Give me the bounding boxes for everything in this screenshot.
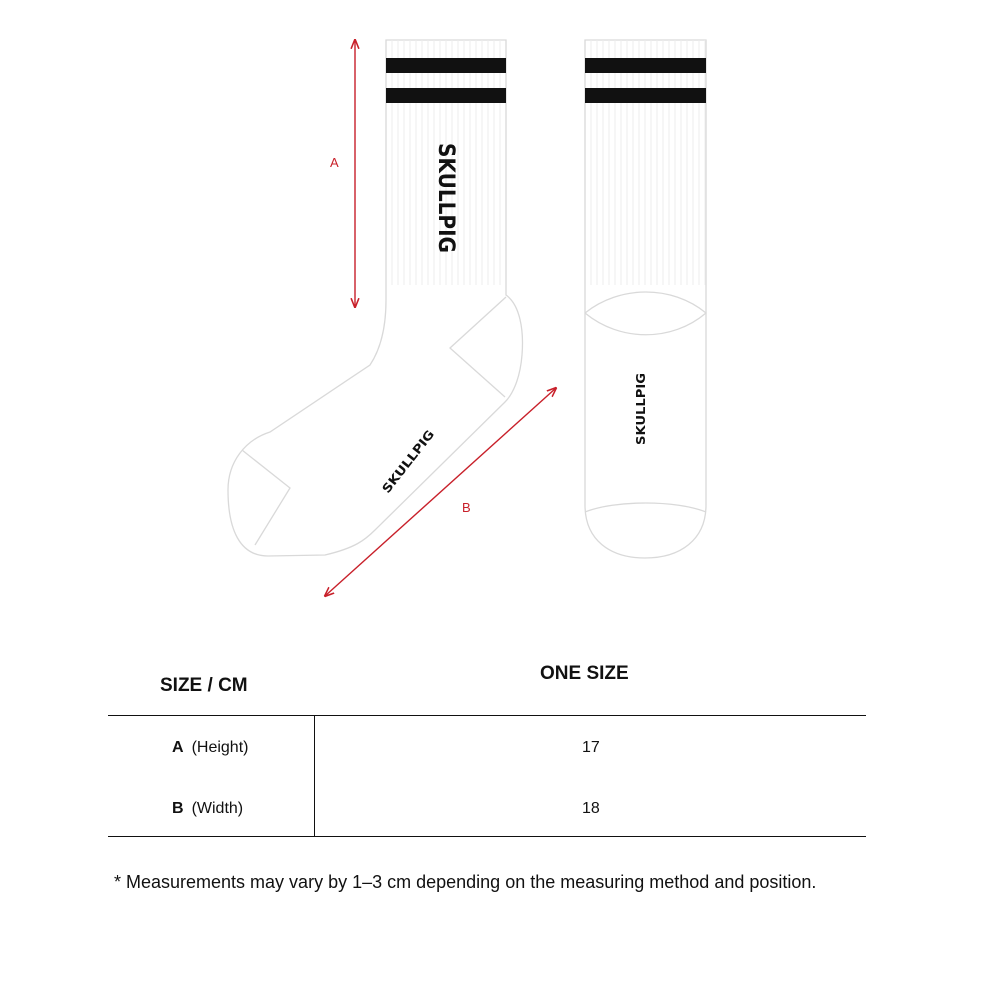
- dimension-b-label: B: [462, 500, 471, 515]
- row-b-key: B: [172, 800, 184, 817]
- top-stripe-1: [386, 58, 506, 73]
- row-a-key: A: [172, 739, 184, 756]
- row-a-value: 17: [582, 739, 600, 756]
- row-b-value: 18: [582, 800, 600, 817]
- brand-logo-sole: SKULLPIG: [634, 379, 648, 445]
- table-top-rule: [108, 715, 866, 716]
- row-b-label: [172, 800, 243, 818]
- header-one-size: ONE SIZE: [540, 663, 629, 684]
- top-stripe-2: [386, 88, 506, 103]
- table-column-divider: [314, 715, 315, 836]
- table-bottom-rule: [108, 836, 866, 837]
- brand-logo-foot: SKULLPIG: [379, 435, 431, 496]
- top-stripe-2: [585, 88, 706, 103]
- row-a-label: [172, 739, 248, 757]
- sock-side-view: [228, 40, 522, 556]
- dimension-a-label: A: [330, 155, 339, 170]
- measurement-footnote: * Measurements may vary by 1–3 cm depending on the measuring method and position.: [114, 872, 817, 892]
- brand-logo-leg: SKULLPIG: [433, 143, 458, 264]
- row-b-name: (Width): [191, 800, 244, 817]
- header-size-unit: SIZE / CM: [160, 675, 248, 696]
- sock-front-view: [585, 40, 706, 558]
- top-stripe-1: [585, 58, 706, 73]
- dimension-a: [330, 40, 355, 307]
- row-a-name: (Height): [191, 739, 249, 756]
